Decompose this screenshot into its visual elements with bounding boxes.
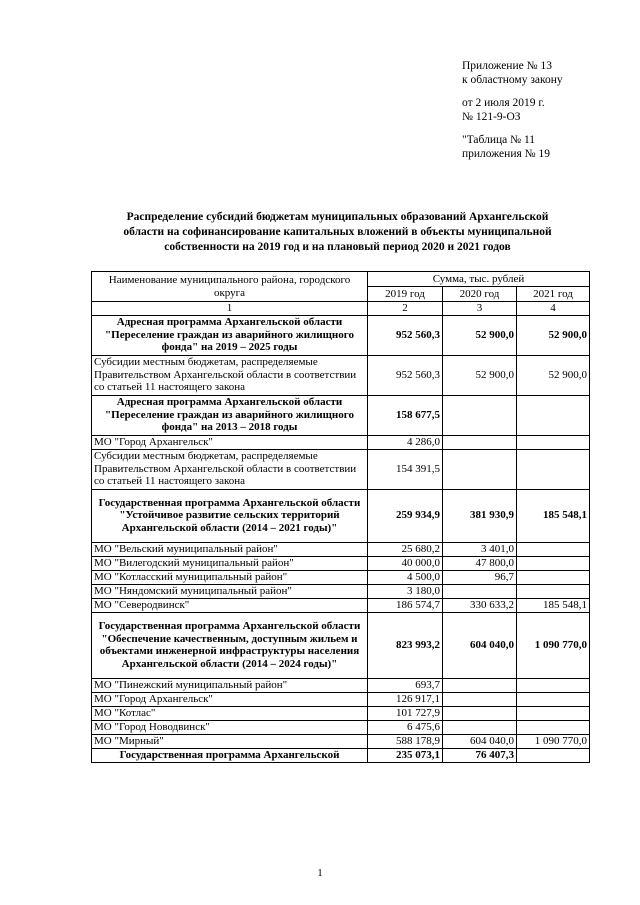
column-header-name: Наименование муниципального района, городского округа <box>92 272 368 302</box>
row-name: МО "Город Архангельск" <box>92 692 368 706</box>
row-value-2019: 154 391,5 <box>368 449 443 489</box>
table-row <box>92 720 590 734</box>
row-value-2019: 952 560,3 <box>368 355 443 395</box>
row-value-2019: 823 993,2 <box>368 612 443 678</box>
column-index: 4 <box>517 302 590 316</box>
table-row <box>92 449 590 489</box>
row-value-2020: 52 900,0 <box>443 315 517 355</box>
table-row <box>92 435 590 449</box>
row-value-2020: 52 900,0 <box>443 355 517 395</box>
row-name: МО "Северодвинск" <box>92 598 368 612</box>
table-header-row <box>92 272 590 287</box>
row-value-2020 <box>443 435 517 449</box>
row-name: Государственная программа Архангельской области "Устойчивое развитие сельских территорий Архангельской области (2014 – 2021 годы)" <box>92 489 368 542</box>
page-number: 1 <box>317 867 323 879</box>
row-value-2021 <box>517 570 590 584</box>
row-name: МО "Мирный" <box>92 734 368 748</box>
row-value-2021: 1 090 770,0 <box>517 612 590 678</box>
row-value-2019: 4 286,0 <box>368 435 443 449</box>
row-value-2019: 4 500,0 <box>368 570 443 584</box>
subsidy-table <box>91 271 590 763</box>
row-value-2020 <box>443 395 517 435</box>
row-value-2019: 25 680,2 <box>368 542 443 556</box>
row-value-2021: 1 090 770,0 <box>517 734 590 748</box>
row-name: МО "Город Архангельск" <box>92 435 368 449</box>
row-value-2020: 47 800,0 <box>443 556 517 570</box>
table-row <box>92 584 590 598</box>
title-line-3: собственности на 2019 год и на плановый период 2020 и 2021 годов <box>164 241 511 253</box>
row-name: МО "Пинежский муниципальный район" <box>92 678 368 692</box>
row-value-2020: 381 930,9 <box>443 489 517 542</box>
row-name: МО "Вилегодский муниципальный район" <box>92 556 368 570</box>
column-index: 3 <box>443 302 517 316</box>
appendix-law-ref: к областному закону <box>462 74 563 86</box>
row-value-2021 <box>517 556 590 570</box>
row-value-2021 <box>517 449 590 489</box>
row-name: Государственная программа Архангельской <box>92 748 368 762</box>
table-row <box>92 355 590 395</box>
row-value-2020 <box>443 584 517 598</box>
column-header-2020: 2020 год <box>443 287 517 302</box>
title-line-2: области на софинансирование капитальных вложений в объекты муниципальной <box>123 226 552 238</box>
row-value-2021 <box>517 678 590 692</box>
table-ref: "Таблица № 11 <box>462 134 536 146</box>
row-value-2020: 330 633,2 <box>443 598 517 612</box>
table-row <box>92 556 590 570</box>
table-row <box>92 315 590 355</box>
row-value-2019: 186 574,7 <box>368 598 443 612</box>
row-name: Государственная программа Архангельской области "Обеспечение качественным, доступным жильем и объектами инженерной инфраструктуры населения Архангельской области (2014 – 2024 годы)" <box>92 612 368 678</box>
row-value-2021 <box>517 542 590 556</box>
row-value-2020: 96,7 <box>443 570 517 584</box>
row-value-2019: 952 560,3 <box>368 315 443 355</box>
row-value-2021: 185 548,1 <box>517 598 590 612</box>
row-name: МО "Город Новодвинск" <box>92 720 368 734</box>
column-index-row <box>92 302 590 316</box>
table-row <box>92 542 590 556</box>
row-value-2021: 52 900,0 <box>517 315 590 355</box>
column-header-2019: 2019 год <box>368 287 443 302</box>
table-row <box>92 692 590 706</box>
row-value-2021 <box>517 435 590 449</box>
table-row <box>92 706 590 720</box>
row-name: МО "Вельский муниципальный район" <box>92 542 368 556</box>
row-name: Субсидии местным бюджетам, распределяемые Правительством Архангельской области в соответствии со статьей 11 настоящего закона <box>92 355 368 395</box>
row-value-2019: 101 727,9 <box>368 706 443 720</box>
row-value-2019: 3 180,0 <box>368 584 443 598</box>
row-value-2020 <box>443 692 517 706</box>
table-appendix-ref: приложения № 19 <box>462 148 550 160</box>
document-title <box>90 210 585 255</box>
table-row <box>92 678 590 692</box>
row-name: МО "Котлас" <box>92 706 368 720</box>
table-row <box>92 489 590 542</box>
row-name: МО "Котласский муниципальный район" <box>92 570 368 584</box>
table-row <box>92 734 590 748</box>
row-value-2020: 604 040,0 <box>443 734 517 748</box>
row-value-2021 <box>517 395 590 435</box>
table-row <box>92 748 590 762</box>
column-index: 1 <box>92 302 368 316</box>
row-value-2021 <box>517 706 590 720</box>
row-name: Адресная программа Архангельской области "Переселение граждан из аварийного жилищного фонда" на 2019 – 2025 годы <box>92 315 368 355</box>
row-value-2020: 604 040,0 <box>443 612 517 678</box>
row-value-2020 <box>443 678 517 692</box>
appendix-header <box>462 59 563 161</box>
row-value-2019: 259 934,9 <box>368 489 443 542</box>
table-row <box>92 598 590 612</box>
row-value-2019: 158 677,5 <box>368 395 443 435</box>
row-value-2020 <box>443 449 517 489</box>
row-value-2019: 693,7 <box>368 678 443 692</box>
row-value-2021: 185 548,1 <box>517 489 590 542</box>
row-value-2019: 40 000,0 <box>368 556 443 570</box>
row-value-2021 <box>517 720 590 734</box>
row-value-2021 <box>517 692 590 706</box>
law-number: № 121-9-ОЗ <box>462 111 521 123</box>
title-line-1: Распределение субсидий бюджетам муниципальных образований Архангельской <box>126 211 549 223</box>
row-value-2021 <box>517 584 590 598</box>
appendix-number: Приложение № 13 <box>462 60 552 72</box>
row-name: МО "Няндомский муниципальный район" <box>92 584 368 598</box>
row-value-2020: 76 407,3 <box>443 748 517 762</box>
column-header-sum: Сумма, тыс. рублей <box>368 272 590 287</box>
row-name: Адресная программа Архангельской области "Переселение граждан из аварийного жилищного фонда" на 2013 – 2018 годы <box>92 395 368 435</box>
table-row <box>92 395 590 435</box>
column-index: 2 <box>368 302 443 316</box>
row-value-2019: 6 475,6 <box>368 720 443 734</box>
row-value-2020: 3 401,0 <box>443 542 517 556</box>
table-row <box>92 570 590 584</box>
row-value-2019: 235 073,1 <box>368 748 443 762</box>
row-value-2019: 126 917,1 <box>368 692 443 706</box>
column-header-2021: 2021 год <box>517 287 590 302</box>
row-value-2021: 52 900,0 <box>517 355 590 395</box>
row-value-2020 <box>443 706 517 720</box>
row-value-2020 <box>443 720 517 734</box>
row-value-2019: 588 178,9 <box>368 734 443 748</box>
table-row <box>92 612 590 678</box>
row-value-2021 <box>517 748 590 762</box>
law-date: от 2 июля 2019 г. <box>462 97 545 109</box>
row-name: Субсидии местным бюджетам, распределяемые Правительством Архангельской области в соответствии со статьей 11 настоящего закона <box>92 449 368 489</box>
